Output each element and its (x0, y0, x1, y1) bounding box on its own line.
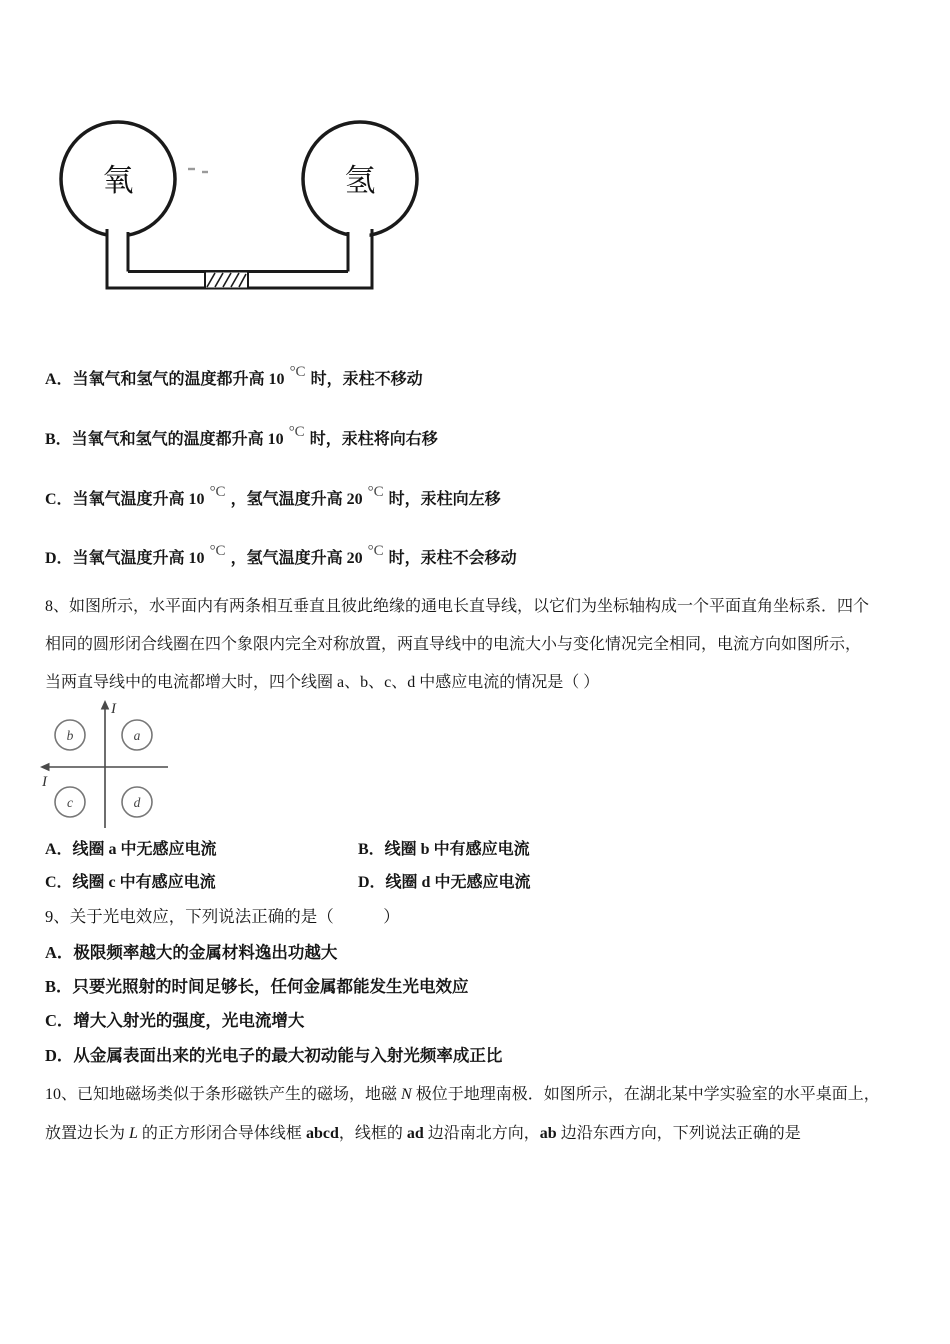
right-bulb-opening (350, 224, 370, 238)
celsius-symbol: °C (367, 543, 384, 559)
q8-option-a: A．线圈 a 中无感应电流 (45, 841, 217, 858)
coil-b-label: b (66, 728, 74, 743)
q9-option-c: C．增大入射光的强度，光电流增大 (45, 1011, 305, 1030)
q7-option-c-text3: 时，汞柱向左移 (388, 491, 501, 508)
celsius-symbol: °C (367, 484, 384, 500)
q7-option-b (45, 426, 438, 449)
q7-option-c (45, 486, 501, 509)
q8-stem-line3: 当两直导线中的电流都增大时，四个线圈 a、b、c、d 中感应电流的情况是（ ） (45, 674, 600, 691)
coil-a-label: a (133, 728, 141, 743)
print-artifact-dashes (188, 169, 208, 172)
q7-option-b-text: B．当氧气和氢气的温度都升高 10 (45, 431, 284, 448)
q7-option-d-text: D．当氧气温度升高 10 (45, 550, 205, 567)
q7-option-c-text2: ，氢气温度升高 20 (230, 491, 363, 508)
left-bulb-opening (109, 224, 128, 238)
q10-frame-abcd: abcd (305, 1125, 339, 1142)
q8-option-c: C．线圈 c 中有感应电流 (45, 874, 216, 891)
q9-option-a: A．极限频率越大的金属材料逸出功越大 (45, 943, 338, 962)
celsius-symbol: °C (209, 543, 226, 559)
q9-stem: 9、关于光电效应，下列说法正确的是（ ） (45, 907, 400, 926)
q10-text5: ，线框的 (338, 1125, 407, 1142)
q10-text7: 边沿东西方向，下列说法正确的是 (556, 1125, 801, 1142)
coil-d-label: d (133, 795, 141, 810)
q10-text3: 放置边长为 (45, 1125, 130, 1142)
q7-option-d-text3: 时，汞柱不会移动 (388, 550, 517, 567)
hydrogen-bulb-label: 氢 (344, 163, 376, 198)
q10-side-ab: ab (539, 1125, 557, 1142)
q7-option-b-text2: 时，汞柱将向右移 (309, 431, 438, 448)
q7-option-a-text: A．当氧气和氢气的温度都升高 10 (45, 371, 285, 388)
q10-text4: 的正方形闭合导体线框 (137, 1125, 306, 1142)
gas-bulbs-figure (55, 112, 425, 297)
left-arrowhead (40, 763, 50, 772)
q7-option-d (45, 545, 517, 568)
q7-option-c-text: C．当氧气温度升高 10 (45, 491, 205, 508)
q8-stem-line1: 8、如图所示，水平面内有两条相互垂直且彼此绝缘的通电长直导线，以它们为坐标轴构成一个平面直角坐标系．四个 (45, 598, 870, 615)
q10-text2: 极位于地理南极．如图所示，在湖北某中学实验室的水平桌面上， (411, 1086, 880, 1103)
current-label-vertical: I (111, 701, 116, 717)
q10-stem-line1 (45, 1081, 880, 1104)
celsius-symbol: °C (288, 424, 305, 440)
oxygen-bulb-label: 氧 (102, 163, 134, 198)
q7-option-d-text2: ，氢气温度升高 20 (230, 550, 363, 567)
celsius-symbol: °C (209, 484, 226, 500)
q7-option-a-text2: 时，汞柱不移动 (310, 371, 423, 388)
quadrant-coils-figure (38, 700, 188, 832)
q10-var-N: N (401, 1086, 412, 1103)
current-label-horizontal: I (42, 774, 47, 790)
q9-option-b: B．只要光照射的时间足够长，任何金属都能发生光电效应 (45, 977, 469, 996)
q8-stem-line2: 相同的圆形闭合线圈在四个象限内完全对称放置，两直导线中的电流大小与变化情况完全相同，电流方向如图所示， (45, 636, 862, 653)
q10-var-L: L (129, 1125, 138, 1142)
mercury-column (205, 272, 248, 289)
up-arrowhead (101, 700, 110, 710)
q10-text6: 边沿南北方向， (423, 1125, 540, 1142)
celsius-symbol: °C (289, 364, 306, 380)
q8-option-d: D．线圈 d 中无感应电流 (358, 874, 531, 891)
q10-text: 10、已知地磁场类似于条形磁铁产生的磁场，地磁 (45, 1086, 402, 1103)
q8-option-b: B．线圈 b 中有感应电流 (358, 841, 530, 858)
q9-option-d: D．从金属表面出来的光电子的最大初动能与入射光频率成正比 (45, 1046, 503, 1065)
coil-c-label: c (67, 795, 73, 810)
q7-option-a (45, 366, 423, 389)
q10-side-ad: ad (406, 1125, 424, 1142)
q10-stem-line2 (45, 1120, 801, 1143)
